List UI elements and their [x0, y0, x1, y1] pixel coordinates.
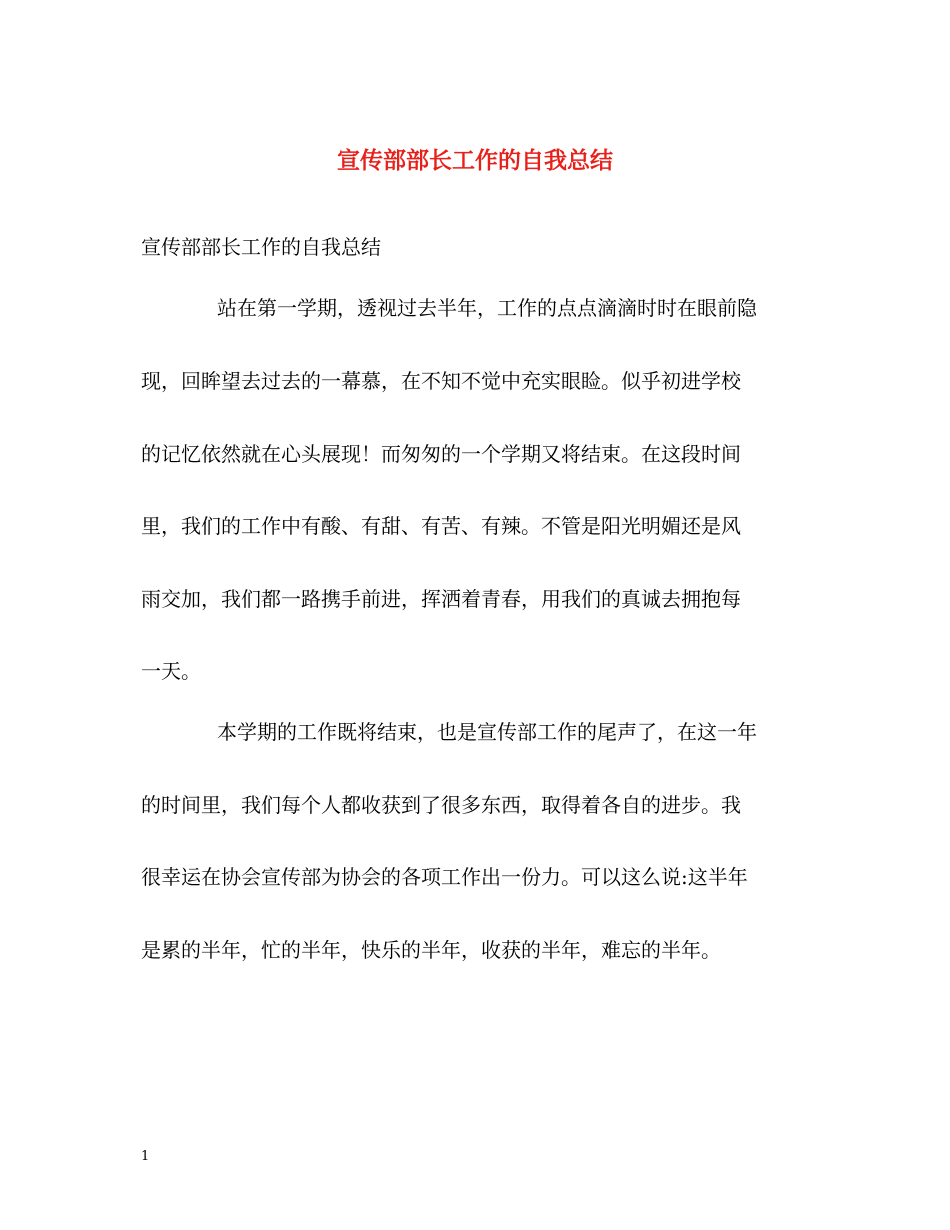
document-subtitle: 宣传部部长工作的自我总结	[141, 235, 381, 259]
paragraph-line: 一天。	[141, 659, 201, 683]
paragraph-line: 是累的半年，忙的半年，快乐的半年，收获的半年，难忘的半年。	[141, 938, 721, 962]
paragraph-line: 现，回眸望去过去的一幕慕，在不知不觉中充实眼睑。似乎初进学校	[141, 369, 741, 393]
page-number: 1	[141, 1149, 150, 1164]
paragraph-line: 站在第一学期，透视过去半年，工作的点点滴滴时时在眼前隐	[217, 296, 757, 320]
paragraph-line: 里，我们的工作中有酸、有甜、有苦、有辣。不管是阳光明媚还是风	[141, 514, 741, 538]
document-title: 宣传部部长工作的自我总结	[337, 147, 613, 174]
paragraph-line: 本学期的工作既将结束，也是宣传部工作的尾声了，在这一年	[217, 720, 757, 744]
paragraph-line: 雨交加，我们都一路携手前进，挥洒着青春，用我们的真诚去拥抱每	[141, 587, 741, 611]
paragraph-line: 很幸运在协会宣传部为协会的各项工作出一份力。可以这么说:这半年	[141, 865, 748, 889]
paragraph-line: 的记忆依然就在心头展现！而匆匆的一个学期又将结束。在这段时间	[141, 442, 741, 466]
paragraph-line: 的时间里，我们每个人都收获到了很多东西，取得着各自的进步。我	[141, 793, 741, 817]
